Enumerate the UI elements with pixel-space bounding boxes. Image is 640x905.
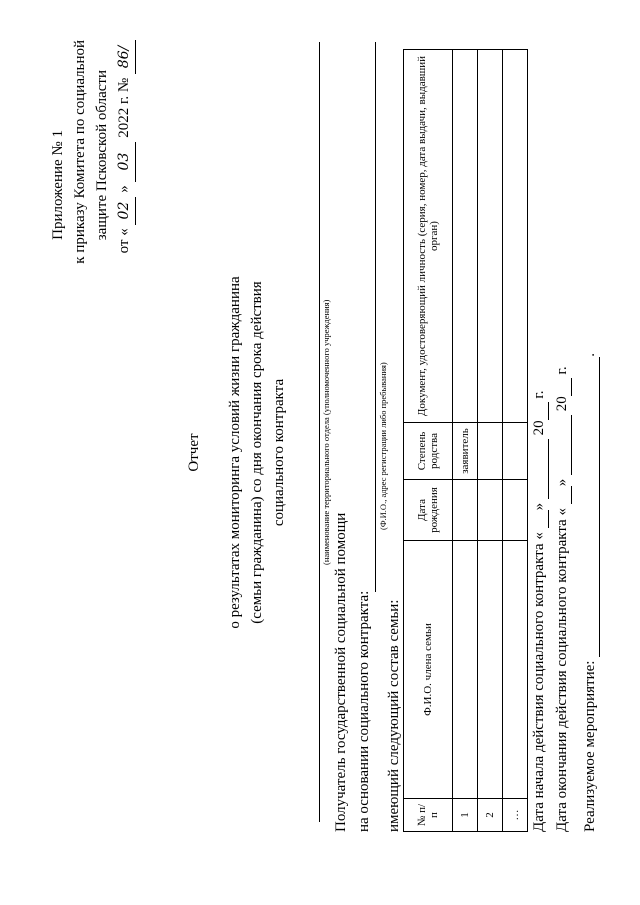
measure-line: Реализуемое мероприятие: . [582, 353, 598, 832]
contract-start-mid: » [531, 502, 547, 511]
appendix-order-ref: к приказу Комитета по социальной [72, 40, 88, 264]
cell-birthdate [453, 480, 478, 541]
report-title: Отчет [186, 433, 202, 472]
table-row [503, 50, 528, 832]
cell-name [478, 541, 503, 799]
family-intro: имеющий следующий состав семьи: [386, 599, 402, 832]
family-table [403, 49, 528, 832]
cell-name [453, 541, 478, 799]
report-subtitle-1: о результатах мониторинга условий жизни гражданина [227, 276, 243, 629]
cell-relation: заявитель [453, 423, 478, 480]
report-subtitle-2: (семьи гражданина) со дня окончания срока действия [249, 281, 265, 624]
date-mid: » [116, 185, 132, 193]
appendix-date-line [113, 40, 136, 253]
date-day: 02 [113, 197, 136, 225]
report-subtitle-3: социального контракта [271, 378, 287, 527]
header-name: Ф.И.О. члена семьи [404, 541, 453, 799]
date-month: 03 [113, 142, 136, 182]
cell-num: 2 [478, 799, 503, 832]
order-number: 86/ [113, 40, 136, 74]
header-num: № п/п [404, 799, 453, 832]
cell-num: … [503, 799, 528, 832]
header-birthdate: Дата рождения [404, 480, 453, 541]
cell-birthdate [478, 480, 503, 541]
table-row [453, 50, 478, 832]
contract-start-label: Дата начала действия социального контракта « [531, 532, 547, 832]
org-line [319, 42, 320, 822]
org-caption: (наименование территориального отдела (уполномоченного учреждения) [321, 299, 331, 565]
recipient-line-2: на основании социального контракта: [356, 590, 372, 832]
contract-start-year: 20 [531, 420, 547, 436]
header-document: Документ, удостоверяющий личность (серия, номер, дата выдачи, выдавший орган) [404, 50, 453, 423]
cell-num: 1 [453, 799, 478, 832]
cell-name [503, 541, 528, 799]
contract-end-mid: » [554, 478, 570, 487]
contract-end-year: 20 [554, 396, 570, 412]
appendix-block [47, 40, 157, 400]
recipient-line-1: Получатель государственной социальной помощи [333, 512, 349, 832]
cell-relation [503, 423, 528, 480]
table-header-row [404, 50, 453, 832]
appendix-committee: защите Псковской области [94, 70, 110, 241]
cell-relation [478, 423, 503, 480]
appendix-title: Приложение № 1 [50, 130, 66, 240]
contract-end-line [554, 366, 572, 832]
recipient-line [375, 42, 376, 592]
header-relation: Степень родства [404, 423, 453, 480]
cell-document [478, 50, 503, 423]
contract-end-label: Дата окончания действия социального контракта « [554, 508, 570, 832]
address-caption: (Ф.И.О., адрес регистрации либо пребывания) [378, 362, 388, 530]
date-year: 2022 г. № [116, 77, 132, 138]
date-prefix: от « [116, 228, 132, 254]
cell-birthdate [503, 480, 528, 541]
measure-label: Реализуемое мероприятие: [582, 660, 598, 832]
contract-end-suffix: г. [554, 366, 570, 375]
cell-document [453, 50, 478, 423]
cell-document [503, 50, 528, 423]
contract-start-suffix: г. [531, 390, 547, 399]
table-row [478, 50, 503, 832]
contract-start-line [531, 390, 549, 832]
